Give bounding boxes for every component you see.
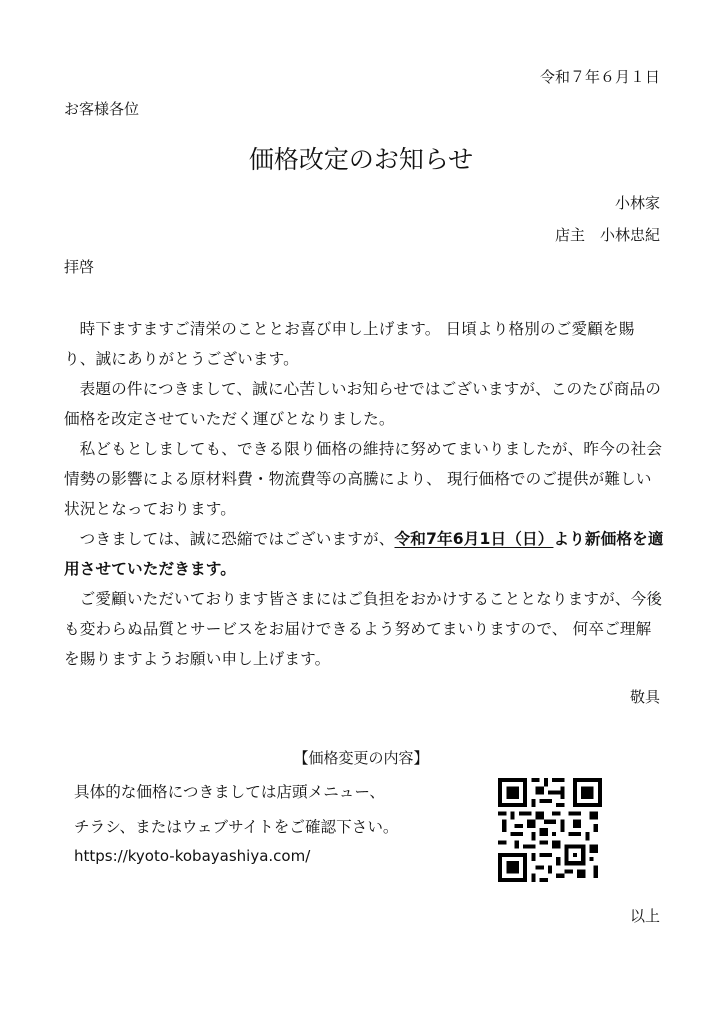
end-mark: 以上	[629, 907, 660, 925]
paragraph-reason: 私どもとしましても、できる限り価格の維持に努めてまいりましたが、昨今の社会情勢の影響による原材料費・物流費等の高騰により、 現行価格でのご提供が難しい状況となっております。	[64, 440, 663, 518]
issue-date: 令和７年６月１日	[539, 68, 660, 86]
closing-salutation: 敬具	[629, 688, 660, 706]
paragraph-greeting: 時下ますますご清栄のこととお喜び申し上げます。 日頃より格別のご愛顧を賜り、誠にありがとうございます。	[64, 320, 635, 368]
details-line-1: 具体的な価格につきましては店頭メニュー、	[74, 783, 385, 801]
paragraph-subject: 表題の件につきまして、誠に心苦しいお知らせではございますが、このたび商品の価格を改定させていただく運びとなりました。	[64, 380, 662, 428]
new-price-notice: より新価格を適用させていただきます。	[64, 530, 664, 578]
qr-code-icon[interactable]	[498, 778, 602, 882]
website-url[interactable]: https://kyoto-kobayashiya.com/	[74, 847, 311, 865]
addressee: お客様各位	[64, 100, 140, 118]
opening-salutation: 拝啓	[64, 258, 95, 276]
page-title: 価格改定のお知らせ	[248, 145, 474, 174]
details-line-2: チラシ、またはウェブサイトをご確認下さい。	[74, 818, 399, 836]
sender-owner: 店主 小林忠紀	[554, 226, 660, 244]
paragraph-request: ご愛顧いただいております皆さまにはご負担をおかけすることとなりますが、今後も変わらぬ品質とサービスをお届けできるよう努めてまいりますので、 何卒ご理解を賜りますようお願い申し上げます。	[64, 590, 663, 668]
effective-date-prefix: つきましては、誠に恐縮ではございますが、	[79, 530, 395, 548]
sender-shop: 小林家	[614, 194, 660, 212]
details-heading: 【価格変更の内容】	[293, 749, 429, 767]
paragraph-effective-date	[64, 524, 664, 584]
letter-body	[64, 314, 664, 674]
effective-date: 令和7年6月1日（日）	[394, 530, 554, 548]
